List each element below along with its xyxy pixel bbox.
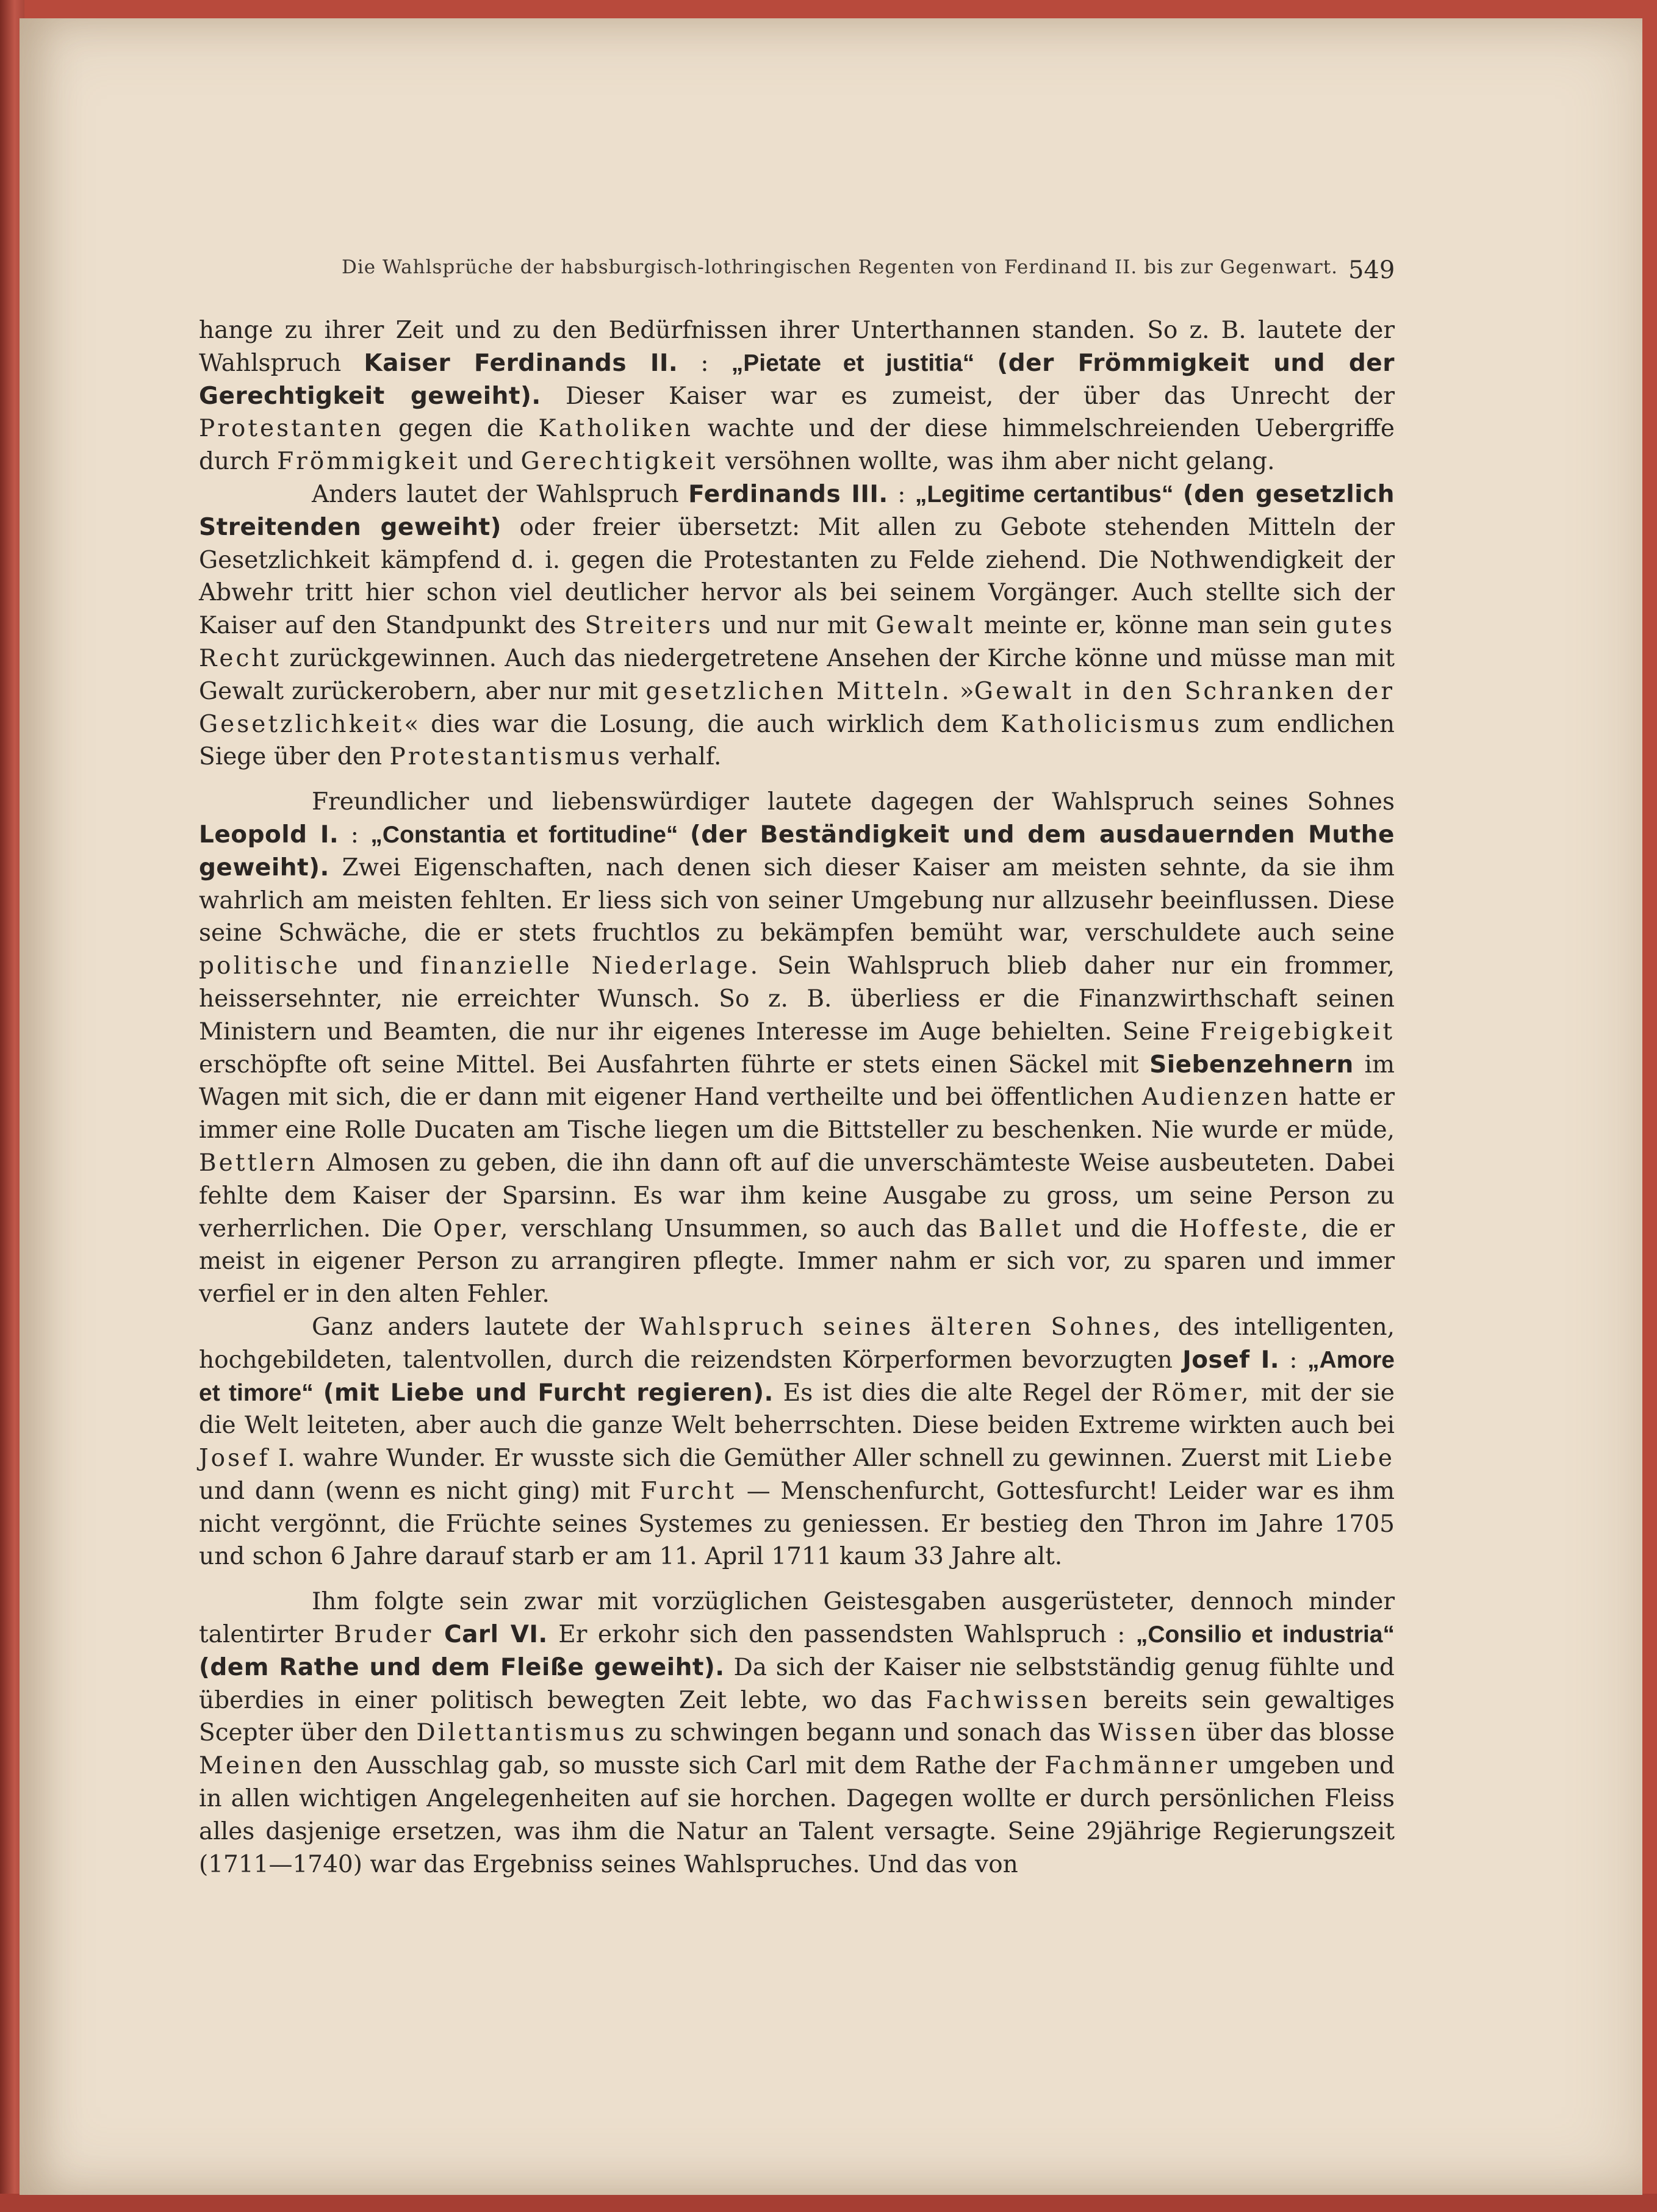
ruler-name: Ferdinands III. <box>688 480 888 508</box>
ruler-name: Josef I. <box>1182 1346 1280 1374</box>
motto: „Amore et timore“ <box>199 1346 1395 1406</box>
book-cover-edge <box>0 2194 1657 2212</box>
running-title: Die Wahlsprüche der habsburgisch-lothringischen Regenten von Ferdinand II. bis zur Gegenwart. <box>342 256 1338 278</box>
paragraph-ferdinand-ii: hange zu ihrer Zeit und zu den Bedürfnissen ihrer Unterthannen standen. So z. B. lautete der Wahlspruch Kaiser Ferdinands II. : „Pietate et justitia“ (der Frömmigkeit und der Gerechtigkeit geweiht). Dieser Kaiser war es zumeist, der über das Unrecht der Protestanten gegen die Katholiken wachte und der diese himmelschreienden Uebergriffe durch Frömmigkeit und Gerechtigkeit versöhnen wollte, was ihm aber nicht gelang. <box>199 317 1395 476</box>
paragraph-leopold-i: Freundlicher und liebenswürdiger lautete dagegen der Wahlspruch seines Sohnes Leopold I. : „Constantia et fortitudine“ (der Beständigkeit und dem ausdauernden Muthe geweiht). Zwei Eigenschaften, nach denen sich dieser Kaiser am meisten sehnte, da sie ihm wahrlich am meisten fehlten. Er liess sich von seiner Umgebung nur allzusehr beeinflussen. Diese seine Schwäche, die er stets fruchtlos zu bekämpfen bemüht war, verschuldete auch seine politische und finanzielle Niederlage. Sein Wahlspruch blieb daher nur ein frommer, heissersehnter, nie erreichter Wunsch. So z. B. überliess er die Finanzwirthschaft seinen Ministern und Beamten, die nur ihr eigenes Interesse im Auge behielten. Seine Freigebigkeit erschöpfte oft seine Mittel. Bei Ausfahrten führte er stets einen Säckel mit Siebenzehnern im Wagen mit sich, die er dann mit eigener Hand vertheilte und bei öffentlichen Audienzen hatte er immer eine Rolle Ducaten am Tische liegen um die Bittsteller zu beschenken. Nie wurde er müde, Bettlern Almosen zu geben, die ihn dann oft auf die unverschämteste Weise ausbeuteten. Dabei fehlte dem Kaiser der Sparsinn. Es war ihm keine Ausgabe zu gross, um seine Person zu verherrlichen. Die Oper, verschlang Unsummen, so auch das Ballet und die Hoffeste, die er meist in eigener Person zu arrangiren pflegte. Immer nahm er sich vor, zu sparen und immer verfiel er in den alten Fehler. <box>199 788 1395 1309</box>
ruler-name: Leopold I. <box>199 821 339 849</box>
motto: „Pietate et justitia“ <box>731 350 975 376</box>
motto-translation: (den gesetzlich Streitenden geweiht) <box>199 480 1395 541</box>
coin-name: Siebenzehnern <box>1149 1050 1354 1079</box>
ruler-name: Carl VI. <box>444 1621 548 1649</box>
page-number: 549 <box>1348 256 1395 284</box>
paragraph-josef-i: Ganz anders lautete der Wahlspruch seines älteren Sohnes, des intelligenten, hochgebildeten, talentvollen, durch die reizendsten Körperformen bevorzugten Josef I. : „Amore et timore“ (mit Liebe und Furcht regieren). Es ist dies die alte Regel der Römer, mit der sie die Welt leiteten, aber auch die ganze Welt beherrschten. Diese beiden Extreme wirkten auch bei Josef I. wahre Wunder. Er wusste sich die Gemüther Aller schnell zu gewinnen. Zuerst mit Liebe und dann (wenn es nicht ging) mit Furcht — Menschenfurcht, Gottesfurcht! Leider war es ihm nicht vergönnt, die Früchte seines Systemes zu geniessen. Er bestieg den Thron im Jahre 1705 und schon 6 Jahre darauf starb er am 11. April 1711 kaum 33 Jahre alt. <box>199 1313 1395 1571</box>
motto: „Consilio et industria“ <box>1135 1621 1395 1648</box>
motto-translation: (mit Liebe und Furcht regieren). <box>323 1379 774 1407</box>
paragraph-carl-vi: Ihm folgte sein zwar mit vorzüglichen Geistesgaben ausgerüsteter, dennoch minder talentirter Bruder Carl VI. Er erkohr sich den passendsten Wahlspruch : „Consilio et industria“ (dem Rathe und dem Fleiße geweiht). Da sich der Kaiser nie selbstständig genug fühlte und überdies in einer politisch bewegten Zeit lebte, wo das Fachwissen bereits sein gewaltiges Scepter über den Dilettantismus zu schwingen begann und sonach das Wissen über das blosse Meinen den Ausschlag gab, so musste sich Carl mit dem Rathe der Fachmänner umgeben und in allen wichtigen Angelegenheiten auf sie horchen. Dagegen wollte er durch persönlichen Fleiss alles dasjenige ersetzen, was ihm die Natur an Talent versagte. Seine 29jährige Regierungszeit (1711—1740) war das Ergebniss seines Wahlspruches. Und das von <box>199 1588 1395 1878</box>
paragraph-ferdinand-iii: Anders lautet der Wahlspruch Ferdinands III. : „Legitime certantibus“ (den gesetzlich Streitenden geweiht) oder freier übersetzt: Mit allen zu Gebote stehenden Mitteln der Gesetzlichkeit kämpfend d. i. gegen die Protestanten zu Felde ziehend. Die Nothwendigkeit der Abwehr tritt hier schon viel deutlicher hervor als bei seinem Vorgänger. Auch stellte sich der Kaiser auf den Standpunkt des Streiters und nur mit Gewalt meinte er, könne man sein gutes Recht zurückgewinnen. Auch das niedergetretene Ansehen der Kirche könne und müsse man mit Gewalt zurückerobern, aber nur mit gesetzlichen Mitteln. »Gewalt in den Schranken der Gesetzlichkeit« dies war die Losung, die auch wirklich dem Katholicismus zum endlichen Siege über den Protestantismus verhalf. <box>199 480 1395 771</box>
motto-translation: (der Beständigkeit und dem ausdauernden Muthe geweiht). <box>199 821 1395 882</box>
motto: „Constantia et fortitudine“ <box>370 821 678 848</box>
body-text <box>199 314 1395 1881</box>
motto-translation: (dem Rathe und dem Fleiße geweiht). <box>199 1653 725 1681</box>
ruler-name: Kaiser Ferdinands II. <box>364 349 678 377</box>
motto: „Legitime certantibus“ <box>915 481 1174 508</box>
motto-translation: (der Frömmigkeit und der Gerechtigkeit geweiht). <box>199 349 1395 410</box>
